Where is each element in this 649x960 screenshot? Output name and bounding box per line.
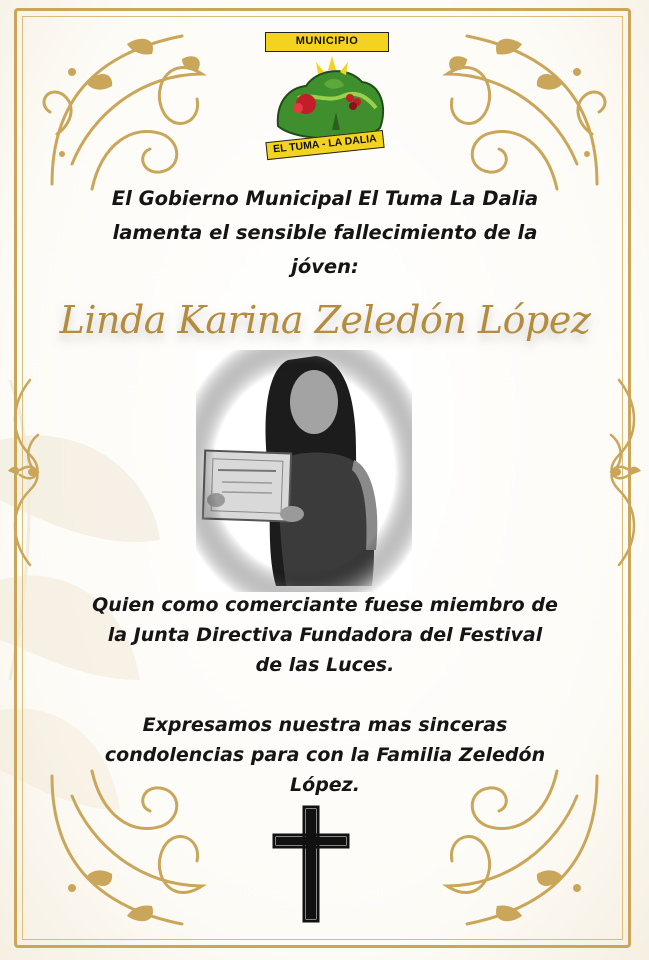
condolence-line: condolencias para con la Familia Zeledón (104, 744, 546, 766)
condolence-line: Expresamos nuestra mas sinceras (142, 714, 508, 736)
intro-text (44, 182, 606, 284)
ornament-corner-icon (32, 14, 222, 204)
municipal-logo (258, 30, 396, 160)
biography-text (44, 590, 606, 680)
intro-line: lamenta el sensible fallecimiento de la (112, 221, 538, 244)
ornament-side-icon (603, 375, 649, 570)
condolence-text (44, 710, 606, 800)
intro-line: jóven: (291, 255, 359, 278)
biography-line: de las Luces. (255, 654, 395, 676)
portrait-photo (196, 350, 412, 592)
cross-icon (270, 805, 352, 923)
logo-ribbon: EL TUMA - LA DALIA (265, 130, 384, 160)
biography-line: la Junta Directiva Fundadora del Festival (107, 624, 543, 646)
condolence-line: López. (290, 774, 360, 796)
biography-line: Quien como comerciante fuese miembro de (92, 594, 558, 616)
logo-banner: MUNICIPIO (265, 32, 389, 52)
deceased-name: Linda Karina Zeledón López (59, 298, 591, 342)
intro-line: El Gobierno Municipal El Tuma La Dalia (111, 187, 539, 210)
ornament-corner-icon (427, 14, 617, 204)
ornament-side-icon (0, 375, 46, 570)
